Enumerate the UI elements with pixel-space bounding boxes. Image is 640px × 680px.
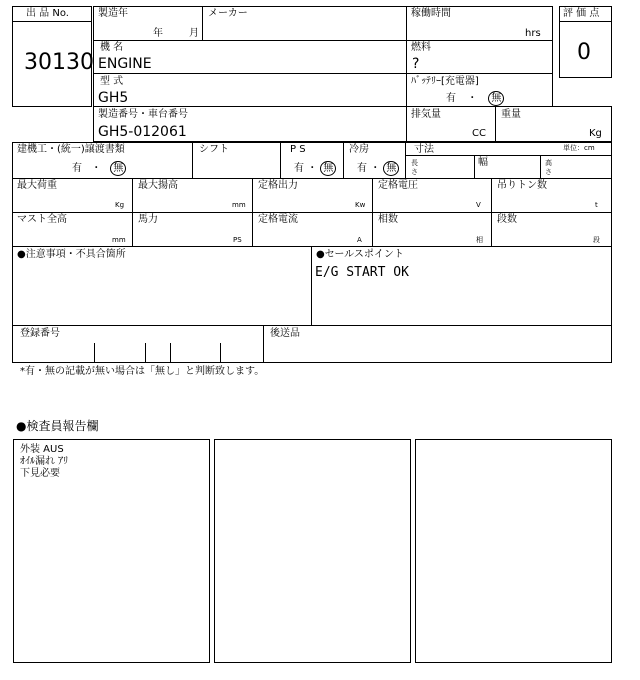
max-load-unit: Kg: [115, 201, 125, 209]
horsepower-label: 馬力: [138, 214, 158, 225]
fuel-label: 燃料: [411, 42, 431, 53]
max-load-label: 最大荷重: [17, 180, 57, 191]
transfer-doc-sep: ・: [91, 163, 102, 174]
battery-yes: 有: [446, 93, 456, 104]
cooling-label: 冷房: [349, 144, 369, 155]
hours-unit: hrs: [525, 28, 541, 39]
rated-output-label: 定格出力: [258, 180, 298, 191]
ps-yes: 有: [294, 163, 304, 174]
model-type-label: 型 式: [100, 76, 124, 87]
rated-voltage-unit: V: [476, 201, 481, 209]
inspector-line-1: 外装 AUS: [20, 444, 64, 455]
mast-height-label: マスト全高: [17, 214, 67, 225]
dimensions-unit-note: 単位：cm: [563, 144, 595, 152]
ps-label: P S: [290, 144, 306, 155]
cooling-options: [357, 161, 399, 176]
battery-label: ﾊﾞｯﾃﾘｰ[充電器]: [411, 76, 479, 87]
battery-no-circled: 無: [488, 91, 504, 106]
weight-unit: Kg: [589, 128, 602, 139]
inspector-box-2: [214, 439, 411, 663]
phase-label: 相数: [378, 214, 398, 225]
weight-label: 重量: [501, 109, 521, 120]
horsepower-unit: PS: [233, 236, 242, 244]
model-name-value: ENGINE: [98, 56, 152, 72]
inspector-label: ●検査員報告欄: [16, 419, 99, 433]
dimensions-length: 長さ: [411, 159, 418, 176]
ps-options: [294, 161, 336, 176]
month-unit: 月: [189, 28, 199, 39]
shift-label: シフト: [199, 144, 229, 155]
inspector-line-3: 下見必要: [20, 468, 60, 479]
cooling-yes: 有: [357, 163, 367, 174]
registration-label: 登録番号: [20, 328, 60, 339]
notes-label: ●注意事項・不具合箇所: [17, 249, 126, 260]
battery-options: [446, 91, 504, 106]
cooling-sep: ・: [370, 163, 381, 174]
transfer-doc-yes: 有: [72, 163, 82, 174]
rated-current-label: 定格電流: [258, 214, 298, 225]
lot-number: 30130: [24, 50, 94, 75]
ps-sep: ・: [307, 163, 318, 174]
serial-label: 製造番号・車台番号: [98, 109, 188, 120]
rated-current-unit: A: [357, 236, 362, 244]
maker-label: メーカー: [208, 8, 248, 19]
footnote: *有・無の記載が無い場合は「無し」と判断致します。: [20, 366, 265, 377]
rated-voltage-label: 定格電圧: [378, 180, 418, 191]
serial-value: GH5-012061: [98, 124, 187, 140]
transfer-doc-no-circled: 無: [110, 161, 126, 176]
transfer-doc-label: 建機工・(統一)譲渡書類: [17, 144, 125, 155]
hoist-ton-unit: t: [595, 201, 598, 209]
fuel-value: ?: [412, 56, 420, 72]
grade-value: 0: [577, 40, 591, 65]
year-unit: 年: [153, 28, 163, 39]
model-type-value: GH5: [98, 90, 129, 106]
displacement-label: 排気量: [411, 109, 441, 120]
hoist-ton-label: 吊りトン数: [497, 180, 547, 191]
year-label: 製造年: [98, 8, 128, 19]
later-shipment-box: [263, 325, 612, 363]
max-lift-label: 最大揚高: [138, 180, 178, 191]
dimensions-height: 高さ: [545, 159, 552, 176]
dimensions-width: 幅: [478, 157, 488, 168]
later-shipment-label: 後送品: [270, 328, 300, 339]
inspector-line-2: ｵｲﾙ漏れ ｱﾘ: [20, 456, 69, 467]
ps-no-circled: 無: [320, 161, 336, 176]
sales-point-value: E/G START OK: [315, 265, 409, 280]
phase-unit: 相: [476, 236, 483, 244]
max-lift-unit: mm: [232, 201, 246, 209]
dimensions-label: 寸法: [414, 144, 434, 155]
stages-unit: 段: [593, 236, 600, 244]
model-type-cell: [93, 73, 407, 107]
transfer-doc-options: [72, 161, 126, 176]
stages-label: 段数: [497, 214, 517, 225]
displacement-unit: CC: [472, 128, 486, 139]
mast-height-unit: mm: [112, 236, 126, 244]
lot-label: 出 品 No.: [26, 8, 69, 19]
grade-label: 評 価 点: [563, 8, 600, 19]
battery-sep: ・: [467, 93, 478, 104]
sales-point-label: ●セールスポイント: [316, 249, 404, 260]
hours-label: 稼働時間: [411, 8, 451, 19]
cooling-no-circled: 無: [383, 161, 399, 176]
model-name-label: 機 名: [100, 42, 124, 53]
rated-output-unit: Kw: [355, 201, 366, 209]
inspector-box-3: [415, 439, 612, 663]
